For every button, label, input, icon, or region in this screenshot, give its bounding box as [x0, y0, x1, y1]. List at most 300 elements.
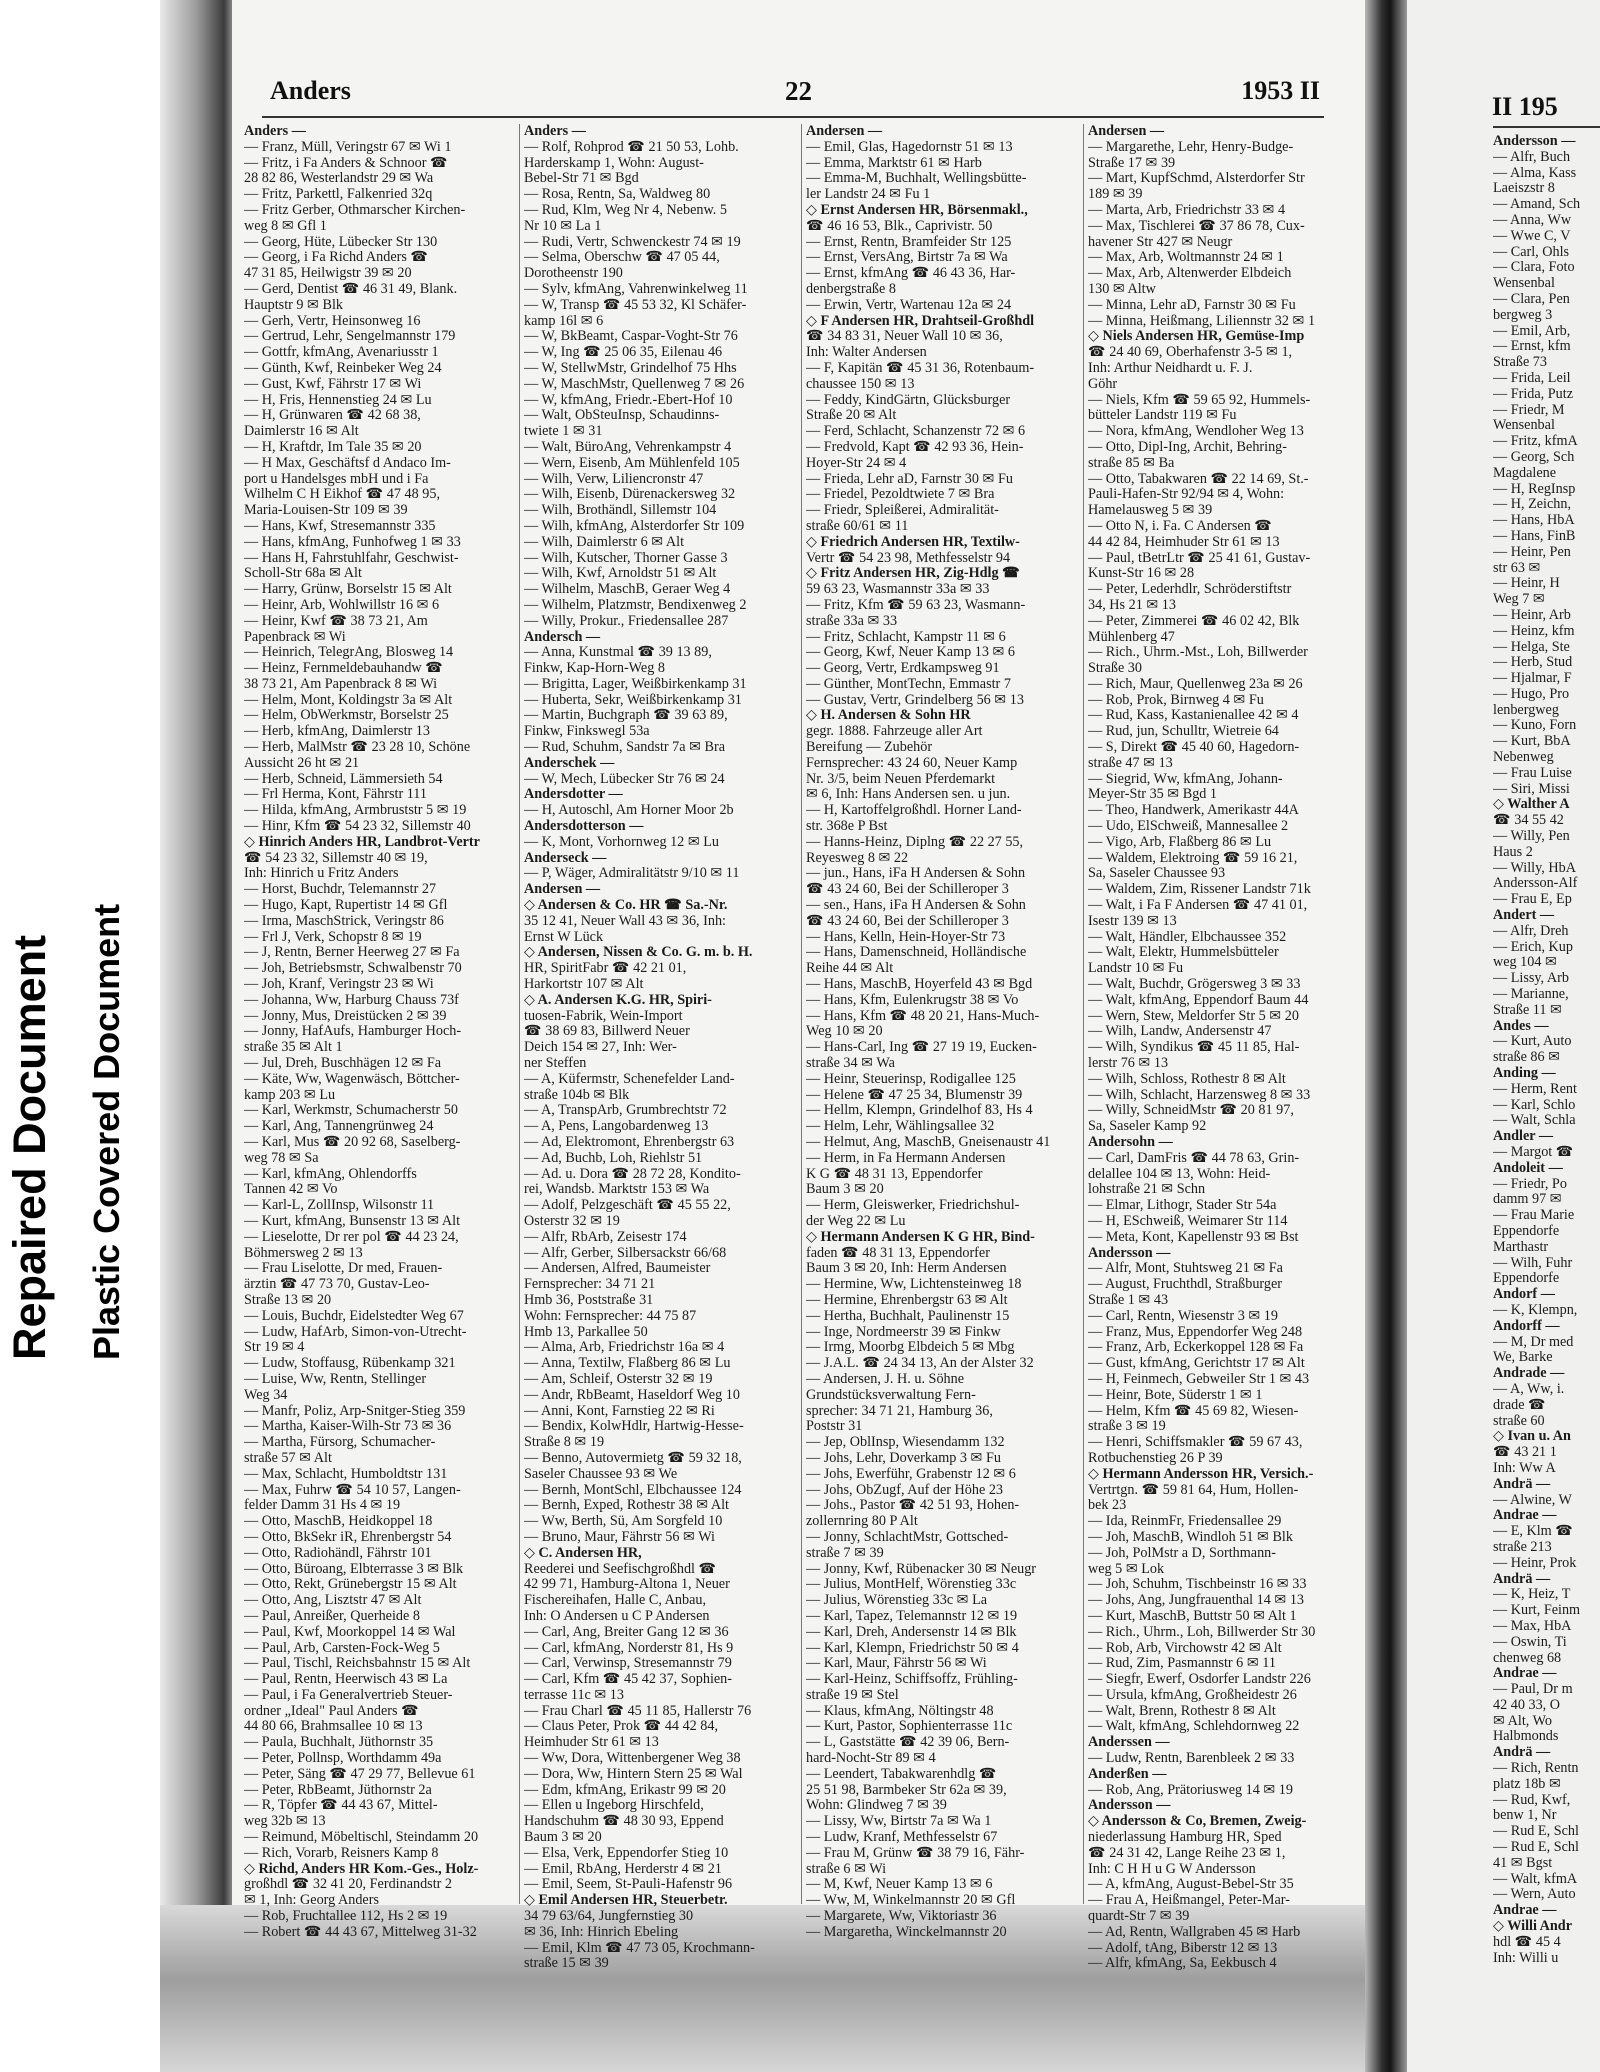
directory-entry: — K, Heiz, T: [1493, 1587, 1571, 1603]
directory-entry: — Ad, Elektromont, Ehrenbergstr 63: [524, 1135, 735, 1150]
directory-entry: — Carl, Verwinsp, Stresemannstr 79: [524, 1656, 732, 1672]
directory-entry: — Walt, Brenn, Rothestr 8 ✉ Alt: [1088, 1703, 1276, 1719]
directory-entry: — Alma, Arb, Friedrichstr 16a ✉ 4: [524, 1340, 725, 1356]
directory-entry: platz 18b ✉: [1493, 1776, 1561, 1792]
directory-entry: Baum 3 ✉ 20: [524, 1830, 602, 1846]
directory-entry: tuosen-Fabrik, Wein-Import: [524, 1008, 683, 1024]
directory-entry: — Siegfr, Ewerf, Osdorfer Landstr 226: [1088, 1672, 1311, 1688]
directory-entry: — Gust, Kwf, Fährstr 17 ✉ Wi: [244, 376, 422, 392]
directory-entry: Grundstücksverwaltung Fern-: [806, 1387, 976, 1403]
directory-entry: — Johs., Pastor ☎ 42 51 93, Hohen-: [806, 1498, 1020, 1514]
directory-entry: str 63 ✉: [1493, 560, 1541, 576]
directory-entry: — Udo, ElSchweiß, Mannesallee 2: [1088, 819, 1289, 835]
surname-heading: Andersohn —: [1088, 1135, 1173, 1150]
directory-entry: — A, Küfermstr, Schenefelder Land-: [524, 1071, 735, 1087]
directory-entry: 44 42 84, Heimhuder Str 61 ✉ 13: [1088, 534, 1280, 550]
directory-entry: Bebel-Str 71 ✉ Bgd: [524, 171, 639, 187]
directory-entry: — Max, Schlacht, Humboldtstr 131: [244, 1466, 448, 1482]
directory-entry: — Walt, kfmA: [1493, 1871, 1578, 1887]
directory-entry: — Hellm, Klempn, Grindelhof 83, Hs 4: [806, 1103, 1033, 1119]
directory-entry: — Peter, Lederhdlr, Schröderstiftstr: [1088, 582, 1292, 598]
directory-entry: — Gertrud, Lehr, Sengelmannstr 179: [244, 329, 456, 345]
directory-entry: Haus 2: [1493, 844, 1533, 860]
directory-entry: — Günth, Kwf, Reinbeker Weg 24: [244, 360, 442, 376]
directory-entry: 42 40 33, O: [1493, 1697, 1560, 1713]
directory-entry: — Paul, Anreißer, Querheide 8: [244, 1608, 420, 1624]
directory-entry: — Anna, Kunstmal ☎ 39 13 89,: [524, 645, 712, 661]
directory-entry: Straße 1 ✉ 43: [1088, 1292, 1169, 1308]
directory-entry: — Johs, Ewerführ, Grabenstr 12 ✉ 6: [806, 1466, 1016, 1482]
directory-entry: felder Damm 31 Hs 4 ✉ 19: [244, 1498, 401, 1514]
directory-entry: Inh: C H H u G W Andersson: [1088, 1861, 1256, 1877]
running-header: [270, 76, 1320, 116]
directory-entry: — Ida, ReinmFr, Friedensallee 29: [1088, 1514, 1282, 1530]
directory-entry: — A, Ww, i.: [1493, 1381, 1565, 1397]
directory-entry: — Adolf, Pelzgeschäft ☎ 45 55 22,: [524, 1198, 731, 1214]
directory-entry: ◇ Willi Andr: [1493, 1919, 1572, 1935]
directory-entry: Reederei und Seefischgroßhdl ☎: [524, 1561, 717, 1577]
directory-entry: — Amand, Sch: [1493, 197, 1581, 213]
directory-entry: — Wilh, Kwf, Arnoldstr 51 ✉ Alt: [524, 566, 717, 582]
directory-column-2: [524, 124, 796, 1972]
directory-entry: 47 31 85, Heilwigstr 39 ✉ 20: [244, 266, 412, 282]
directory-entry: — Ernst, kfmAng ☎ 46 43 36, Har-: [806, 266, 1016, 282]
directory-entry: — Johanna, Ww, Harburg Chauss 73f: [244, 992, 459, 1008]
directory-entry: — Frau E, Ep: [1493, 892, 1572, 908]
directory-entry: 38 73 21, Am Papenbrack 8 ✉ Wi: [244, 676, 438, 692]
directory-entry: — Jonny, Kwf, Rübenacker 30 ✉ Neugr: [806, 1561, 1037, 1577]
directory-entry: — Franz, Arb, Eckerkoppel 128 ✉ Fa: [1088, 1340, 1304, 1356]
directory-entry: — Hans, MaschB, Hoyerfeld 43 ✉ Bgd: [806, 977, 1033, 993]
directory-entry: — Kurt, Auto: [1493, 1034, 1572, 1050]
directory-entry: — Jul, Dreh, Buschhägen 12 ✉ Fa: [244, 1056, 442, 1072]
surname-heading: Andorff —: [1493, 1318, 1560, 1334]
directory-entry: — Wilh, Fuhr: [1493, 1255, 1573, 1271]
directory-entry: — August, Fruchthdl, Straßburger: [1088, 1277, 1283, 1293]
surname-heading: Andes —: [1493, 1018, 1549, 1034]
directory-entry: drade ☎: [1493, 1397, 1546, 1413]
directory-entry: — Helm, Kfm ☎ 45 69 82, Wiesen-: [1088, 1403, 1299, 1419]
directory-entry: — J.A.L. ☎ 24 34 13, An der Alster 32: [806, 1356, 1034, 1372]
directory-entry: — Edm, kfmAng, Erikastr 99 ✉ 20: [524, 1782, 726, 1798]
directory-entry: — Otto N, i. Fa. C Andersen ☎: [1088, 518, 1272, 534]
directory-entry: — Margaretha, Winckelmannstr 20: [806, 1924, 1007, 1940]
directory-entry: port u Handelsges mbH und i Fa: [244, 471, 429, 487]
directory-entry: 34 79 63/64, Jungfernstieg 30: [524, 1909, 694, 1925]
directory-column-1: [244, 124, 516, 1941]
directory-entry: hard-Nocht-Str 89 ✉ 4: [806, 1751, 936, 1767]
directory-entry: — Willy, Prokur., Friedensallee 287: [524, 613, 729, 629]
directory-entry: — Hans, Kfm, Eulenkrugstr 38 ✉ Vo: [806, 992, 1019, 1008]
surname-heading: Anding —: [1493, 1066, 1556, 1082]
directory-entry: — Alfr, RbArb, Zeisestr 174: [524, 1229, 687, 1245]
directory-entry: Osterstr 32 ✉ 19: [524, 1213, 620, 1229]
directory-entry: — Rudi, Vertr, Schwenckestr 74 ✉ 19: [524, 234, 741, 250]
directory-entry: HR, SpiritFabr ☎ 42 21 01,: [524, 961, 687, 977]
directory-entry: — Karl, Klempn, Friedrichstr 50 ✉ 4: [806, 1640, 1019, 1656]
directory-entry: ordner „Ideal" Paul Anders ☎: [244, 1703, 419, 1719]
directory-entry: bergweg 3: [1493, 307, 1553, 323]
directory-entry: K G ☎ 48 31 13, Eppendorfer: [806, 1166, 983, 1182]
directory-entry: straße 57 ✉ Alt: [244, 1450, 332, 1466]
directory-entry: lenbergweg: [1493, 702, 1559, 718]
directory-entry: — Paul, Kwf, Moorkoppel 14 ✉ Wal: [244, 1624, 456, 1640]
directory-entry: — Ww, M, Winkelmannstr 20 ✉ Gfl: [806, 1893, 1016, 1909]
directory-entry: ☎ 43 24 60, Bei der Schilleroper 3: [806, 913, 1009, 929]
directory-entry: Ernst W Lück: [524, 929, 604, 945]
directory-entry: — Otto, Rekt, Grünebergstr 15 ✉ Alt: [244, 1577, 457, 1593]
directory-entry: — Herb, Schneid, Lämmersieth 54: [244, 771, 443, 787]
directory-entry: — Fritz, Schlacht, Kampstr 11 ✉ 6: [806, 629, 1006, 645]
directory-entry: — Hans, kfmAng, Funhofweg 1 ✉ 33: [244, 534, 461, 550]
directory-entry: — Jonny, HafAufs, Hamburger Hoch-: [244, 1024, 462, 1040]
directory-entry: zollernring 80 P Alt: [806, 1514, 918, 1530]
directory-entry: — Herm, Rent: [1493, 1081, 1577, 1097]
directory-entry: — Ludw, Rentn, Barenbleek 2 ✉ 33: [1088, 1751, 1295, 1767]
surname-heading: Anderssen —: [1088, 1735, 1170, 1751]
directory-entry: — Karl, kfmAng, Ohlendorffs: [244, 1166, 417, 1182]
directory-entry: — Rosa, Rentn, Sa, Waldweg 80: [524, 187, 711, 203]
directory-entry: niederlassung Hamburg HR, Sped: [1088, 1830, 1282, 1846]
directory-entry: Mühlenberg 47: [1088, 629, 1175, 645]
directory-entry: — Ernst, VersAng, Birtstr 7a ✉ Wa: [806, 250, 1008, 266]
directory-entry: — Rich, Rentn: [1493, 1761, 1579, 1777]
surname-heading: Andersson —: [1493, 134, 1576, 149]
directory-entry: — H, Kartoffelgroßhdl. Horner Land-: [806, 803, 1022, 819]
directory-entry: — Kurt, kfmAng, Bunsenstr 13 ✉ Alt: [244, 1213, 461, 1229]
directory-entry: — Fritz Gerber, Othmarscher Kirchen-: [244, 202, 466, 218]
directory-entry: — Karl, Werkmstr, Schumacherstr 50: [244, 1103, 458, 1119]
directory-entry: — Wilh, kfmAng, Alsterdorfer Str 109: [524, 518, 745, 534]
directory-entry: — Joh, Kranf, Veringstr 23 ✉ Wi: [244, 977, 434, 993]
directory-entry: Inh: O Andersen u C P Andersen: [524, 1608, 710, 1624]
directory-entry: — Georg, i Fa Richd Anders ☎: [244, 250, 429, 266]
directory-entry: Baum 3 ✉ 20, Inh: Herm Andersen: [806, 1261, 1007, 1277]
directory-entry: denbergstraße 8: [806, 281, 896, 297]
directory-entry: 34, Hs 21 ✉ 13: [1088, 597, 1176, 613]
directory-entry: — K, Klempn,: [1493, 1302, 1578, 1318]
directory-entry: straße 7 ✉ 39: [806, 1545, 884, 1561]
directory-entry: — Heinr, Bote, Süderstr 1 ✉ 1: [1088, 1387, 1263, 1403]
directory-entry: — Nora, kfmAng, Wendloher Weg 13: [1088, 424, 1304, 440]
directory-entry: — Hermine, Ww, Lichtensteinweg 18: [806, 1277, 1022, 1293]
directory-entry: Wohn: Fernsprecher: 44 75 87: [524, 1308, 697, 1324]
directory-entry: — Friedr, M: [1493, 402, 1565, 418]
header-rule: [262, 116, 1324, 118]
directory-entry: — Gerh, Vertr, Heinsonweg 16: [244, 313, 421, 329]
directory-entry: bek 23: [1088, 1498, 1127, 1514]
directory-entry: 41 ✉ Bgst: [1493, 1855, 1553, 1871]
directory-entry: — Carl, Kfm ☎ 45 42 37, Sophien-: [524, 1672, 733, 1688]
directory-entry: — Alfr, kfmAng, Sa, Eekbusch 4: [1088, 1956, 1277, 1972]
directory-entry: — Hans, FinB: [1493, 528, 1576, 544]
directory-entry: — Klaus, kfmAng, Nöltingstr 48: [806, 1703, 994, 1719]
directory-entry: 42 99 71, Hamburg-Altona 1, Neuer: [524, 1577, 730, 1593]
directory-entry: ◇ A. Andersen K.G. HR, Spiri-: [524, 992, 712, 1008]
directory-entry: 44 80 66, Brahmsallee 10 ✉ 13: [244, 1719, 423, 1735]
directory-entry: — Andr, RbBeamt, Haseldorf Weg 10: [524, 1387, 740, 1403]
directory-entry: lerstr 76 ✉ 13: [1088, 1056, 1169, 1072]
directory-entry: — Waldem, Elektroing ☎ 59 16 21,: [1088, 850, 1298, 866]
directory-entry: Hoyer-Str 24 ✉ 4: [806, 455, 907, 471]
directory-entry: — Frau Liselotte, Dr med, Frauen-: [244, 1261, 443, 1277]
directory-entry: — Wern, Auto: [1493, 1887, 1576, 1903]
directory-entry: — Ernst, kfm: [1493, 339, 1571, 355]
directory-entry: Kunst-Str 16 ✉ 28: [1088, 566, 1195, 582]
directory-entry: Inh: Ww A: [1493, 1460, 1556, 1476]
directory-entry: — Emil, Klm ☎ 47 73 05, Krochmann-: [524, 1940, 755, 1956]
directory-entry: 35 12 41, Neuer Wall 43 ✉ 36, Inh:: [524, 913, 726, 929]
directory-entry: Sa, Saseler Chaussee 93: [1088, 866, 1226, 882]
surname-heading: Andersdotterson —: [524, 819, 644, 835]
directory-entry: Poststr 31: [806, 1419, 863, 1435]
surname-heading: Andersson —: [1088, 1798, 1171, 1814]
directory-entry: straße 213: [1493, 1539, 1552, 1555]
directory-entry: ☎ 43 21 1: [1493, 1445, 1557, 1461]
directory-entry: — Walt, Buchdr, Grögersweg 3 ✉ 33: [1088, 977, 1301, 993]
directory-entry: — Wilh, Kutscher, Thorner Gasse 3: [524, 550, 728, 566]
directory-entry: Magdalene: [1493, 465, 1557, 481]
directory-entry: — Heinr, Prok: [1493, 1555, 1577, 1571]
directory-entry: delallee 104 ✉ 13, Wohn: Heid-: [1088, 1166, 1271, 1182]
directory-entry: — Ww, Berth, Sü, Am Sorgfeld 10: [524, 1514, 723, 1530]
directory-entry: ◇ Fritz Andersen HR, Zig-Hdlg ☎: [806, 566, 1020, 582]
directory-entry: — Karl, Tapez, Telemannstr 12 ✉ 19: [806, 1608, 1018, 1624]
directory-entry: — Walt, kfmAng, Eppendorf Baum 44: [1088, 992, 1309, 1008]
directory-entry: straße 15 ✉ 39: [524, 1956, 609, 1972]
directory-entry: — Wern, Eisenb, Am Mühlenfeld 105: [524, 455, 740, 471]
directory-entry: Fernsprecher: 43 24 60, Neuer Kamp: [806, 755, 1018, 771]
surname-heading: Anderschek —: [524, 755, 615, 771]
directory-entry: — K, Mont, Vorhornweg 12 ✉ Lu: [524, 834, 720, 850]
directory-entry: — Hugo, Pro: [1493, 686, 1570, 702]
directory-entry: Scholl-Str 68a ✉ Alt: [244, 566, 362, 582]
header-catchword: Anders: [270, 76, 351, 105]
directory-entry: ◇ Hermann Andersen K G HR, Bind-: [806, 1229, 1035, 1245]
directory-entry: — R, Töpfer ☎ 44 43 67, Mittel-: [244, 1798, 438, 1814]
directory-entry: — Gerd, Dentist ☎ 46 31 49, Blank.: [244, 281, 458, 297]
directory-entry: — Irmg, Moorbg Elbdeich 5 ✉ Mbg: [806, 1340, 1015, 1356]
directory-entry: ☎ 34 55 42: [1493, 813, 1564, 829]
directory-entry: — Rob, Ang, Prätoriusweg 14 ✉ 19: [1088, 1782, 1293, 1798]
directory-entry: Daimlerstr 16 ✉ Alt: [244, 424, 359, 440]
directory-entry: Saseler Chaussee 93 ✉ We: [524, 1466, 678, 1482]
directory-entry: — Frida, Leil: [1493, 370, 1571, 386]
directory-entry: — Georg, Vertr, Erdkampsweg 91: [806, 661, 1000, 677]
directory-entry: — Emil, Glas, Hagedornstr 51 ✉ 13: [806, 139, 1013, 155]
directory-entry: — Paul, tBetrLtr ☎ 25 41 61, Gustav-: [1088, 550, 1311, 566]
directory-entry: — Joh, Betriebsmstr, Schwalbenstr 70: [244, 961, 462, 977]
directory-entry: — Heinr, Arb, Wohlwillstr 16 ✉ 6: [244, 597, 440, 613]
surname-heading: Andert —: [1493, 908, 1555, 924]
directory-entry: rei, Wandsb. Marktstr 153 ✉ Wa: [524, 1182, 710, 1198]
directory-entry: — Herb, MalMstr ☎ 23 28 10, Schöne: [244, 740, 471, 756]
directory-entry: — Emil, Seem, St-Pauli-Hafenstr 96: [524, 1877, 733, 1893]
directory-entry: lohstraße 21 ✉ Schn: [1088, 1182, 1206, 1198]
directory-entry: Meyer-Str 35 ✉ Bgd 1: [1088, 787, 1218, 803]
directory-entry: — Karl-Heinz, Schiffsoffz, Frühling-: [806, 1672, 1018, 1688]
directory-entry: quardt-Str 7 ✉ 39: [1088, 1909, 1190, 1925]
surname-heading: Anderßen —: [1088, 1766, 1167, 1782]
directory-entry: — L, Gaststätte ☎ 42 39 06, Bern-: [806, 1735, 1010, 1751]
directory-entry: — W, Mech, Lübecker Str 76 ✉ 24: [524, 771, 725, 787]
adjacent-page: [1407, 0, 1600, 2072]
directory-entry: — Rud, jun, Schulltr, Wietreie 64: [1088, 724, 1279, 740]
directory-entry: — Rob, Prok, Birnweg 4 ✉ Fu: [1088, 692, 1264, 708]
directory-entry: — Fritz, Parkettl, Falkenried 32q: [244, 187, 433, 203]
directory-entry: — Käte, Ww, Wagenwäsch, Böttcher-: [244, 1071, 460, 1087]
directory-entry: Weg 10 ✉ 20: [806, 1024, 883, 1040]
column-divider: [801, 124, 802, 1904]
directory-entry: straße 34 ✉ Wa: [806, 1056, 895, 1072]
directory-entry: — Adolf, tAng, Biberstr 12 ✉ 13: [1088, 1940, 1278, 1956]
directory-entry: Str 19 ✉ 4: [244, 1340, 305, 1356]
directory-entry: Göhr: [1088, 376, 1118, 392]
column-divider: [519, 124, 520, 1904]
directory-entry: Nr. 3/5, beim Neuen Pferdemarkt: [806, 771, 996, 787]
directory-entry: — Walt, kfmAng, Schlehdornweg 22: [1088, 1719, 1300, 1735]
directory-entry: Harderskamp 1, Wohn: August-: [524, 155, 704, 171]
directory-entry: — Emil, Arb,: [1493, 323, 1571, 339]
surname-heading: Andersdotter —: [524, 787, 623, 803]
directory-entry: ler Landstr 24 ✉ Fu 1: [806, 187, 931, 203]
book-binding-gutter: [1365, 0, 1407, 2072]
directory-entry: — Robert ☎ 44 43 67, Mittelweg 31-32: [244, 1924, 477, 1940]
directory-entry: — Hans-Carl, Ing ☎ 27 19 19, Eucken-: [806, 1040, 1037, 1056]
directory-entry: — W, Transp ☎ 45 53 32, Kl Schäfer-: [524, 297, 747, 313]
directory-entry: Wohn: Glindweg 7 ✉ 39: [806, 1798, 947, 1814]
directory-entry: — Max, Arb, Woltmannstr 24 ✉ 1: [1088, 250, 1284, 266]
directory-entry: — jun., Hans, iFa H Andersen & Sohn: [806, 866, 1026, 882]
directory-entry: — Helene ☎ 47 25 34, Blumenstr 39: [806, 1087, 1023, 1103]
directory-entry: straße 35 ✉ Alt 1: [244, 1040, 343, 1056]
directory-entry: Laeiszstr 8: [1493, 181, 1555, 197]
directory-entry: — Max, Fuhrw ☎ 54 10 57, Langen-: [244, 1482, 461, 1498]
directory-entry: ☎ 24 31 42, Lange Reihe 23 ✉ 1,: [1088, 1845, 1286, 1861]
directory-entry: — W, Ing ☎ 25 06 35, Eilenau 46: [524, 345, 723, 361]
directory-entry: weg 5 ✉ Lok: [1088, 1561, 1165, 1577]
directory-entry: ◇ Hinrich Anders HR, Landbrot-Vertr: [244, 834, 480, 850]
directory-entry: — Jonny, Mus, Dreistücken 2 ✉ 39: [244, 1008, 447, 1024]
directory-column-3: [806, 124, 1078, 1941]
directory-entry: — Willy, SchneidMstr ☎ 20 81 97,: [1088, 1103, 1294, 1119]
surname-heading: Anders —: [524, 124, 586, 139]
directory-entry: — H, Grünwaren ☎ 42 68 38,: [244, 408, 421, 424]
directory-entry: — Ellen u Ingeborg Hirschfeld,: [524, 1798, 704, 1814]
directory-entry: — Karl-L, ZollInsp, Wilsonstr 11: [244, 1198, 435, 1214]
directory-entry: chenweg 68: [1493, 1650, 1562, 1666]
directory-entry: straße 47 ✉ 13: [1088, 755, 1173, 771]
directory-entry: weg 8 ✉ Gfl 1: [244, 218, 327, 234]
directory-entry: Pauli-Hafen-Str 92/94 ✉ 4, Wohn:: [1088, 487, 1285, 503]
directory-entry: Straße 30: [1088, 661, 1142, 677]
directory-entry: — Rud, Kwf,: [1493, 1792, 1571, 1808]
directory-entry: — H, Zeichn,: [1493, 497, 1572, 513]
directory-entry: — P, Wäger, Admiralitätstr 9/10 ✉ 11: [524, 866, 740, 882]
directory-entry: — Feddy, KindGärtn, Glücksburger: [806, 392, 1011, 408]
directory-entry: — Carl, Ohls: [1493, 244, 1570, 260]
directory-entry: — Irma, MaschStrick, Veringstr 86: [244, 913, 444, 929]
directory-entry: Weg 7 ✉: [1493, 592, 1545, 608]
directory-entry: Isestr 139 ✉ 13: [1088, 913, 1177, 929]
directory-entry: — Wilh, Eisenb, Dürenackersweg 32: [524, 487, 736, 503]
directory-entry: Tannen 42 ✉ Vo: [244, 1182, 338, 1198]
directory-entry: ✉ 1, Inh: Georg Anders: [244, 1893, 379, 1909]
directory-entry: — Ludw, HafArb, Simon-von-Utrecht-: [244, 1324, 467, 1340]
directory-entry: — Emma-M, Buchhalt, Wellingsbütte-: [806, 171, 1027, 187]
directory-entry: straße 19 ✉ Stel: [806, 1687, 899, 1703]
directory-entry: — Minna, Lehr aD, Farnstr 30 ✉ Fu: [1088, 297, 1296, 313]
directory-entry: ◇ Emil Andersen HR, Steuerbetr.: [524, 1893, 728, 1909]
directory-entry: — Fritz, kfmA: [1493, 434, 1578, 450]
directory-entry: — Ww, Dora, Wittenbergener Weg 38: [524, 1751, 741, 1767]
directory-entry: Hmb 13, Parkallee 50: [524, 1324, 648, 1340]
directory-entry: straße 86 ✉: [1493, 1050, 1561, 1066]
directory-entry: — W, StellwMstr, Grindelhof 75 Hhs: [524, 360, 737, 376]
directory-entry: — Otto, MaschB, Heidkoppel 18: [244, 1514, 433, 1530]
adjacent-page-column: [1493, 134, 1600, 1966]
directory-entry: — Johs, ObZugf, Auf der Höhe 23: [806, 1482, 1004, 1498]
directory-entry: — H, Fris, Hennenstieg 24 ✉ Lu: [244, 392, 432, 408]
directory-entry: — Carl, Ang, Breiter Gang 12 ✉ 36: [524, 1624, 729, 1640]
directory-entry: — Joh, MaschB, Windloh 51 ✉ Blk: [1088, 1529, 1293, 1545]
directory-entry: — Max, HbA: [1493, 1618, 1572, 1634]
directory-entry: — Karl, Dreh, Andersenstr 14 ✉ Blk: [806, 1624, 1017, 1640]
directory-entry: — Heinrich, TelegrAng, Blosweg 14: [244, 645, 454, 661]
directory-entry: — Wilh, Verw, Liliencronstr 47: [524, 471, 704, 487]
directory-entry: — Otto, Dipl-Ing, Archit, Behring-: [1088, 439, 1287, 455]
directory-entry: — Bernh, MontSchl, Elbchaussee 124: [524, 1482, 742, 1498]
directory-entry: — Carl, DamFris ☎ 44 78 63, Grin-: [1088, 1150, 1300, 1166]
directory-entry: — H, Autoschl, Am Horner Moor 2b: [524, 803, 734, 819]
directory-entry: — Sylv, kfmAng, Vahrenwinkelweg 11: [524, 281, 748, 297]
directory-entry: — Wilh, Schloss, Rothestr 8 ✉ Alt: [1088, 1071, 1286, 1087]
directory-entry: Bereifung — Zubehör: [806, 740, 933, 756]
directory-entry: — Heinz, Fernmeldebauhandw ☎: [244, 661, 443, 677]
directory-entry: — Willy, Pen: [1493, 829, 1570, 845]
directory-entry: ☎ 34 83 31, Neuer Wall 10 ✉ 36,: [806, 329, 1003, 345]
directory-entry: Vertrtgn. ☎ 59 81 64, Hum, Hollen-: [1088, 1482, 1299, 1498]
directory-entry: — Ferd, Schlacht, Schanzenstr 72 ✉ 6: [806, 424, 1026, 440]
directory-entry: Straße 17 ✉ 39: [1088, 155, 1176, 171]
directory-entry: — Peter, Pollnsp, Worthdamm 49a: [244, 1751, 442, 1767]
surname-heading: Andrä —: [1493, 1571, 1551, 1587]
directory-entry: faden ☎ 48 31 13, Eppendorfer: [806, 1245, 990, 1261]
directory-entry: — Am, Schleif, Osterstr 32 ✉ 19: [524, 1371, 713, 1387]
directory-entry: — Bernh, Exped, Rothestr 38 ✉ Alt: [524, 1498, 729, 1514]
directory-entry: — Alwine, W: [1493, 1492, 1572, 1508]
directory-entry: straße 3 ✉ 19: [1088, 1419, 1166, 1435]
directory-entry: — Paul, Rentn, Heerwisch 43 ✉ La: [244, 1672, 448, 1688]
directory-entry: — E, Klm ☎: [1493, 1524, 1573, 1540]
directory-entry: — Jonny, SchlachtMstr, Gottsched-: [806, 1529, 1009, 1545]
directory-entry: — Friedr, Spleißerei, Admiralität-: [806, 503, 999, 519]
directory-entry: — W, MaschMstr, Quellenweg 7 ✉ 26: [524, 376, 745, 392]
directory-entry: Handschuhm ☎ 48 30 93, Eppend: [524, 1814, 724, 1830]
directory-entry: Hamelausweg 5 ✉ 39: [1088, 503, 1213, 519]
directory-entry: Wensenbal: [1493, 276, 1555, 292]
directory-entry: — Anna, Ww: [1493, 212, 1572, 228]
directory-entry: — Ursula, kfmAng, Großheidestr 26: [1088, 1687, 1297, 1703]
directory-entry: — Gust, kfmAng, Gerichtstr 17 ✉ Alt: [1088, 1356, 1305, 1372]
directory-entry: ◇ Hermann Andersson HR, Versich.-: [1088, 1466, 1314, 1482]
directory-entry: — Helm, Lehr, Wählingsallee 32: [806, 1119, 995, 1135]
directory-entry: ◇ Andersen, Nissen & Co. G. m. b. H.: [524, 945, 753, 961]
directory-entry: — Heinr, Kwf ☎ 38 73 21, Am: [244, 613, 428, 629]
directory-entry: Inh: Arthur Neidhardt u. F. J.: [1088, 360, 1253, 376]
directory-entry: — Clara, Pen: [1493, 291, 1570, 307]
directory-entry: Wensenbal: [1493, 418, 1555, 434]
